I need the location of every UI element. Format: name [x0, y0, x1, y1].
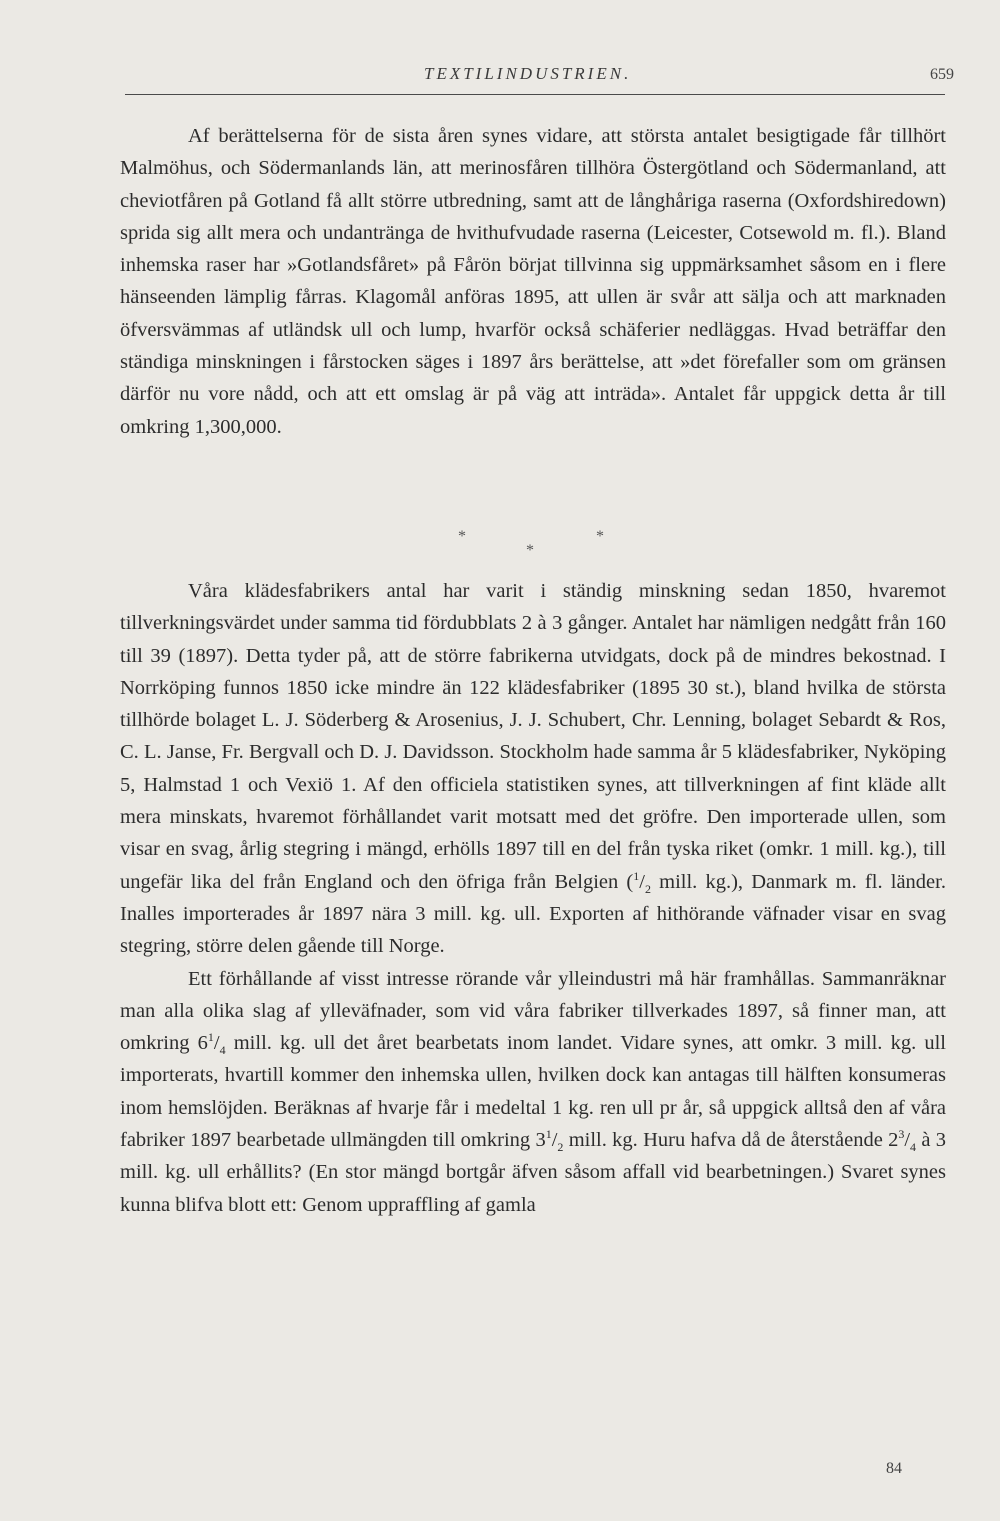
separator-star: *: [458, 528, 466, 545]
paragraph-1: Af berättelserna för de sista åren synes vidare, att största antalet besigtigade får tillhört Malmöhus, och Södermanlands län, att merinosfåren tillhöra Östergötland och Södermanland, att cheviotfåren på Gotland få allt större utbredning, samt att de långhåriga raserna (Oxfordshiredown) sprida sig allt mera och undantränga de hvithufvudade raserna (Leicester, Cotsewold m. fl.). Bland inhemska raser har »Gotlandsfåret» på Fårön börjat tillvinna sig uppmärksamhet såsom en i flere hänseenden lämplig fårras. Klagomål anföras 1895, att ullen är svår att sälja och att marknaden öfversvämmas af utländsk ull och lump, hvarför också schäferier nedläggas. Hvad beträffar den ständiga minskningen i fårstocken säges i 1897 års berättelse, att »det förefaller som om gränsen därför nu vore nådd, och att ett omslag är på väg att inträda». Antalet får uppgick detta år till omkring 1,300,000.: [120, 125, 946, 438]
paragraph-3: Ett förhållande af visst intresse rörande vår ylleindustri må här framhållas. Sammanräknar man alla olika slag af ylleväfnader, som vid våra fabriker tillverkades 1897, så finner man, att omkring $6^1/_4$ mill. kg. ull det året bearbetats inom landet. Vidare synes, att omkr. 3 mill. kg. ull importerats, hvartill kommer den inhemska ullen, hvilken dock kan antagas till hälften konsumeras inom hemslöjden. Beräknas af hvarje får i medeltal 1 kg. ren ull pr år, så uppgick alltså den af våra fabriker 1897 bearbetade ullmängden till omkring $3^1/_2$ mill. kg. Huru hafva då de återstående $2^3/_4$ à 3 mill. kg. ull erhållits? (En stor mängd bortgår äfven såsom affall vid bearbetningen.) Svaret synes kunna blifva blott ett: Genom uppraffling af gamla: [120, 967, 946, 1216]
fraction-denominator: 2: [557, 1140, 564, 1155]
paragraph-2-continuation: mill. kg.), Danmark m. fl. länder. Inalles importerades år 1897 nära 3 mill. kg. ull. Exporten af hithörande väfnader visar en svag stegring, större delen gående till Norge.: [120, 870, 946, 958]
page-number: 659: [930, 66, 954, 83]
paragraph-2: Våra klädesfabrikers antal har varit i ständig minskning sedan 1850, hvaremot tillverkningsvärdet under samma tid fördubblats 2 à 3 gånger. Antalet har nämligen nedgått från 160 till 39 (1897). Detta tyder på, att de större fabrikerna utvidgats, dock på de mindres bekostnad. I Norrköping funnos 1850 icke mindre än 122 klädesfabriker (1895 30 st.), bland hvilka de största tillhörde bolaget L. J. Söderberg & Arosenius, J. J. Schubert, Chr. Lenning, bolaget Sebardt & Ros, C. L. Janse, Fr. Bergvall och D. J. Davidsson. Stockholm hade samma år 5 klädesfabriker, Nyköping 5, Halmstad 1 och Vexiö 1. Af den officiela statistiken synes, att tillverkningen af fint kläde allt mera minskats, hvaremot förhållandet varit motsatt med det gröfre. Den importerade ullen, som visar en svag, årlig stegring i mängd, erhölls 1897 till en del från tyska riket (omkr. 1 mill. kg.), till ungefär lika del från England och den öfriga från Belgien ($^1/_2$ mill. kg.), Danmark m. fl. länder. Inalles importerades år 1897 nära 3 mill. kg. ull. Exporten af hithörande väfnader visar en svag stegring, större delen gående till Norge.: [120, 580, 946, 958]
paragraph-3-text-a: Ett förhållande af visst intresse rörande vår ylleindustri må här framhållas. Sammanräknar man alla olika slag af ylleväfnader, som vid våra fabriker tillverkades 1897, så finner man, att omkring 6: [120, 967, 946, 1055]
section-cloth-factories: [120, 575, 946, 1221]
separator-star: *: [596, 528, 604, 545]
paragraph-3-text-d: à 3 mill. kg. ull erhållits? (En stor mängd bortgår äfven såsom affall vid bearbetningen.) Svaret synes kunna blifva blott ett: Genom uppraffling af gamla: [120, 1129, 946, 1216]
running-head: [0, 60, 1000, 90]
separator-star: *: [526, 542, 534, 559]
fraction-numerator: 3: [898, 1127, 905, 1142]
section-sheep-breeds: [120, 120, 946, 443]
fraction-denominator: 4: [219, 1043, 226, 1058]
fraction-numerator: 1: [633, 868, 640, 883]
paragraph-3-text-b: mill. kg. ull det året bearbetats inom landet. Vidare synes, att omkr. 3 mill. kg. ull importerats, hvartill kommer den inhemska ullen, hvilken dock kan antagas till hälften konsumeras inom hemslöjden. Beräknas af hvarje får i medeltal 1 kg. ren ull pr år, så uppgick alltså den af våra fabriker 1897 bearbetade ullmängden till omkring 3: [120, 1032, 946, 1152]
fraction-denominator: 2: [644, 881, 651, 896]
section-separator: [0, 528, 1000, 568]
paragraph-2-text: Våra klädesfabrikers antal har varit i ständig minskning sedan 1850, hvaremot tillverkningsvärdet under samma tid fördubblats 2 à 3 gånger. Antalet har nämligen nedgått från 160 till 39 (1897). Detta tyder på, att de större fabrikerna utvidgats, dock på de mindres bekostnad. I Norrköping funnos 1850 icke mindre än 122 klädesfabriker (1895 30 st.), bland hvilka de största tillhörde bolaget L. J. Söderberg & Arosenius, J. J. Schubert, Chr. Lenning, bolaget Sebardt & Ros, C. L. Janse, Fr. Bergvall och D. J. Davidsson. Stockholm hade samma år 5 klädesfabriker, Nyköping 5, Halmstad 1 och Vexiö 1. Af den officiela statistiken synes, att tillverkningen af fint kläde allt mera minskats, hvaremot förhållandet varit motsatt med det gröfre. Den importerade ullen, som visar en svag, årlig stegring i mängd, erhölls 1897 till en del från tyska riket (omkr. 1 mill. kg.), till ungefär lika del från England och den öfriga från Belgien (: [120, 580, 946, 893]
fraction-denominator: 4: [910, 1140, 917, 1155]
header-rule: [125, 94, 945, 95]
fraction-numerator: 1: [545, 1127, 552, 1142]
running-title: TEXTILINDUSTRIEN.: [424, 64, 632, 83]
paragraph-3-text-c: mill. kg. Huru hafva då de återstående 2: [563, 1129, 899, 1152]
fraction-numerator: 1: [207, 1030, 214, 1045]
signature-mark: 84: [886, 1460, 902, 1477]
